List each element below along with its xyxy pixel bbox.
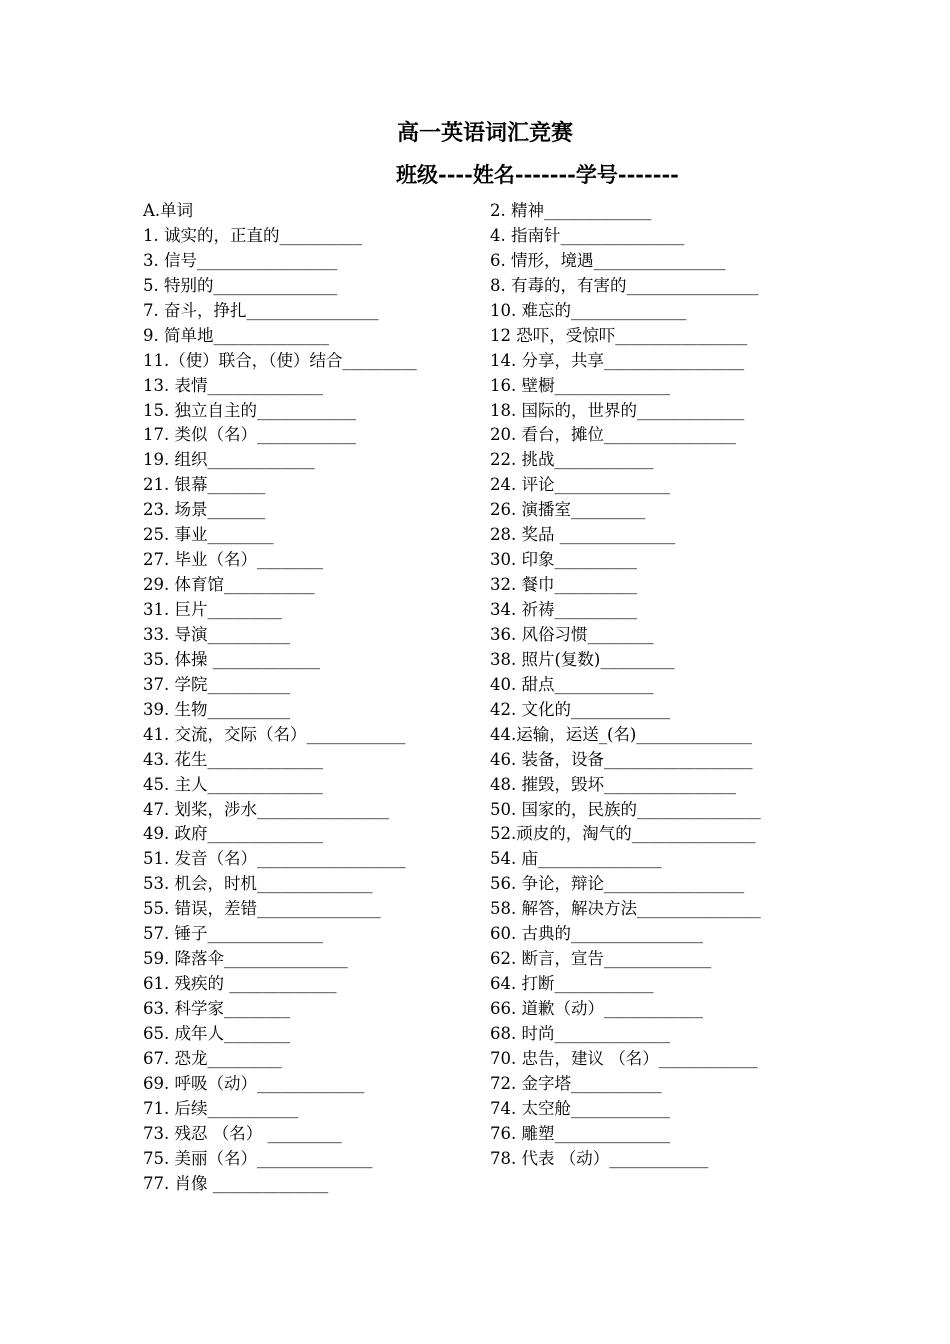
vocab-item: 55. 错误，差错_______________ [143, 899, 381, 919]
vocab-item: 8. 有毒的，有害的________________ [490, 275, 759, 295]
vocab-item: 14. 分享，共享_________________ [490, 350, 745, 370]
vocab-item: 69. 呼吸（动）_____________ [143, 1073, 365, 1093]
vocab-item: 76. 雕塑______________ [490, 1123, 670, 1143]
vocab-item: 36. 风俗习惯________ [490, 624, 654, 644]
vocab-item: 13. 表情______________ [143, 375, 323, 395]
vocab-item: 6. 情形，境遇________________ [490, 250, 726, 270]
vocab-item: 78. 代表 （动）____________ [490, 1148, 709, 1168]
vocab-item: 68. 时尚______________ [490, 1023, 670, 1043]
vocab-item: 20. 看台，摊位________________ [490, 425, 736, 445]
vocab-item: 27. 毕业（名）________ [143, 550, 323, 570]
vocab-item: 65. 成年人________ [143, 1023, 290, 1043]
vocab-item: 47. 划桨，涉水________________ [143, 799, 389, 819]
vocab-item: 57. 锤子______________ [143, 924, 323, 944]
vocab-item: 40. 甜点____________ [490, 674, 654, 694]
vocab-item: 60. 古典的________________ [490, 924, 703, 944]
vocab-item: 24. 评论______________ [490, 475, 670, 495]
vocab-item: 72. 金字塔___________ [490, 1073, 662, 1093]
vocab-item: 46. 装备，设备__________________ [490, 749, 753, 769]
vocab-item: 29. 体育馆___________ [143, 575, 315, 595]
vocab-item: 54. 庙_______________ [490, 849, 662, 869]
vocab-item: 58. 解答，解决方法_______________ [490, 899, 761, 919]
vocab-item: 37. 学院__________ [143, 674, 290, 694]
vocab-item: 63. 科学家________ [143, 999, 290, 1018]
vocab-item: 1. 诚实的，正直的__________ [143, 225, 362, 245]
vocab-item: 45. 主人______________ [143, 774, 323, 794]
vocab-item: 35. 体操 _____________ [143, 649, 320, 669]
vocab-item: 67. 恐龙_________ [143, 1048, 282, 1068]
vocab-item: 2. 精神_____________ [490, 201, 652, 220]
vocab-item: 75. 美丽（名）______________ [143, 1148, 373, 1168]
vocab-item: 34. 祈祷__________ [490, 600, 637, 619]
vocab-item: 52.顽皮的，淘气的_______________ [490, 824, 756, 844]
vocab-item: 70. 忠告，建议 （名）____________ [490, 1048, 758, 1068]
vocab-item: 53. 机会，时机______________ [143, 874, 373, 894]
vocab-item: 61. 残疾的 _____________ [143, 974, 337, 994]
section-heading: A.单词 [143, 201, 194, 220]
vocab-item: 38. 照片(复数)_________ [490, 649, 675, 669]
vocab-item: 44.运输，运送_(名)______________ [490, 724, 752, 744]
vocab-item: 59. 降落伞_______________ [143, 949, 348, 969]
vocab-item: 73. 残忍 （名） _________ [143, 1123, 342, 1143]
vocab-item: 15. 独立自主的____________ [143, 400, 356, 420]
vocab-item: 64. 打断____________ [490, 974, 654, 994]
vocab-item: 7. 奋斗，挣扎________________ [143, 300, 379, 320]
vocab-item: 41. 交流，交际（名）____________ [143, 724, 406, 744]
vocab-item: 25. 事业________ [143, 525, 274, 545]
vocab-item: 28. 奖品 ______________ [490, 525, 676, 545]
vocab-item: 49. 政府______________ [143, 824, 323, 844]
vocab-item: 77. 肖像 ______________ [143, 1173, 329, 1193]
vocab-item: 19. 组织_____________ [143, 450, 315, 470]
vocab-item: 42. 文化的____________ [490, 699, 670, 719]
vocab-item: 56. 争论，辩论_________________ [490, 874, 745, 894]
vocab-item: 32. 餐巾__________ [490, 575, 637, 595]
vocab-item: 51. 发音（名）__________________ [143, 849, 406, 869]
vocab-item: 26. 演播室_________ [490, 500, 646, 520]
vocab-item: 22. 挑战____________ [490, 450, 654, 470]
vocab-item: 18. 国际的，世界的_____________ [490, 400, 745, 420]
vocab-item: 4. 指南针_______________ [490, 225, 685, 245]
vocab-item: 17. 类似（名）____________ [143, 425, 356, 445]
vocab-item: 11.（使）联合，（使）结合_________ [143, 350, 417, 370]
student-info-line: 班级----姓名-------学号------- [396, 162, 679, 187]
vocab-item: 71. 后续___________ [143, 1098, 299, 1118]
vocab-item: 3. 信号_________________ [143, 250, 338, 270]
vocab-item: 66. 道歉（动）____________ [490, 999, 703, 1018]
vocab-item: 12 恐吓，受惊吓________________ [490, 325, 748, 345]
vocab-item: 16. 壁橱______________ [490, 375, 670, 395]
vocab-item: 74. 太空舱____________ [490, 1098, 670, 1118]
vocab-item: 30. 印象__________ [490, 550, 637, 570]
vocab-item: 5. 特别的_______________ [143, 275, 338, 295]
vocab-item: 23. 场景_______ [143, 500, 266, 520]
vocab-item: 50. 国家的，民族的_______________ [490, 799, 761, 819]
right-column [490, 199, 820, 1172]
vocab-item: 21. 银幕_______ [143, 475, 266, 495]
page-title: 高一英语词汇竞赛 [396, 120, 573, 146]
left-column [143, 199, 488, 1197]
vocab-item: 39. 生物__________ [143, 699, 290, 719]
vocab-item: 9. 简单地______________ [143, 325, 329, 345]
vocab-item: 43. 花生______________ [143, 749, 323, 769]
vocab-item: 33. 导演__________ [143, 624, 290, 644]
vocab-item: 10. 难忘的______________ [490, 300, 687, 320]
vocab-item: 48. 摧毁，毁坏________________ [490, 774, 736, 794]
vocab-item: 31. 巨片_________ [143, 600, 282, 619]
vocab-item: 62. 断言，宣告_____________ [490, 949, 712, 969]
